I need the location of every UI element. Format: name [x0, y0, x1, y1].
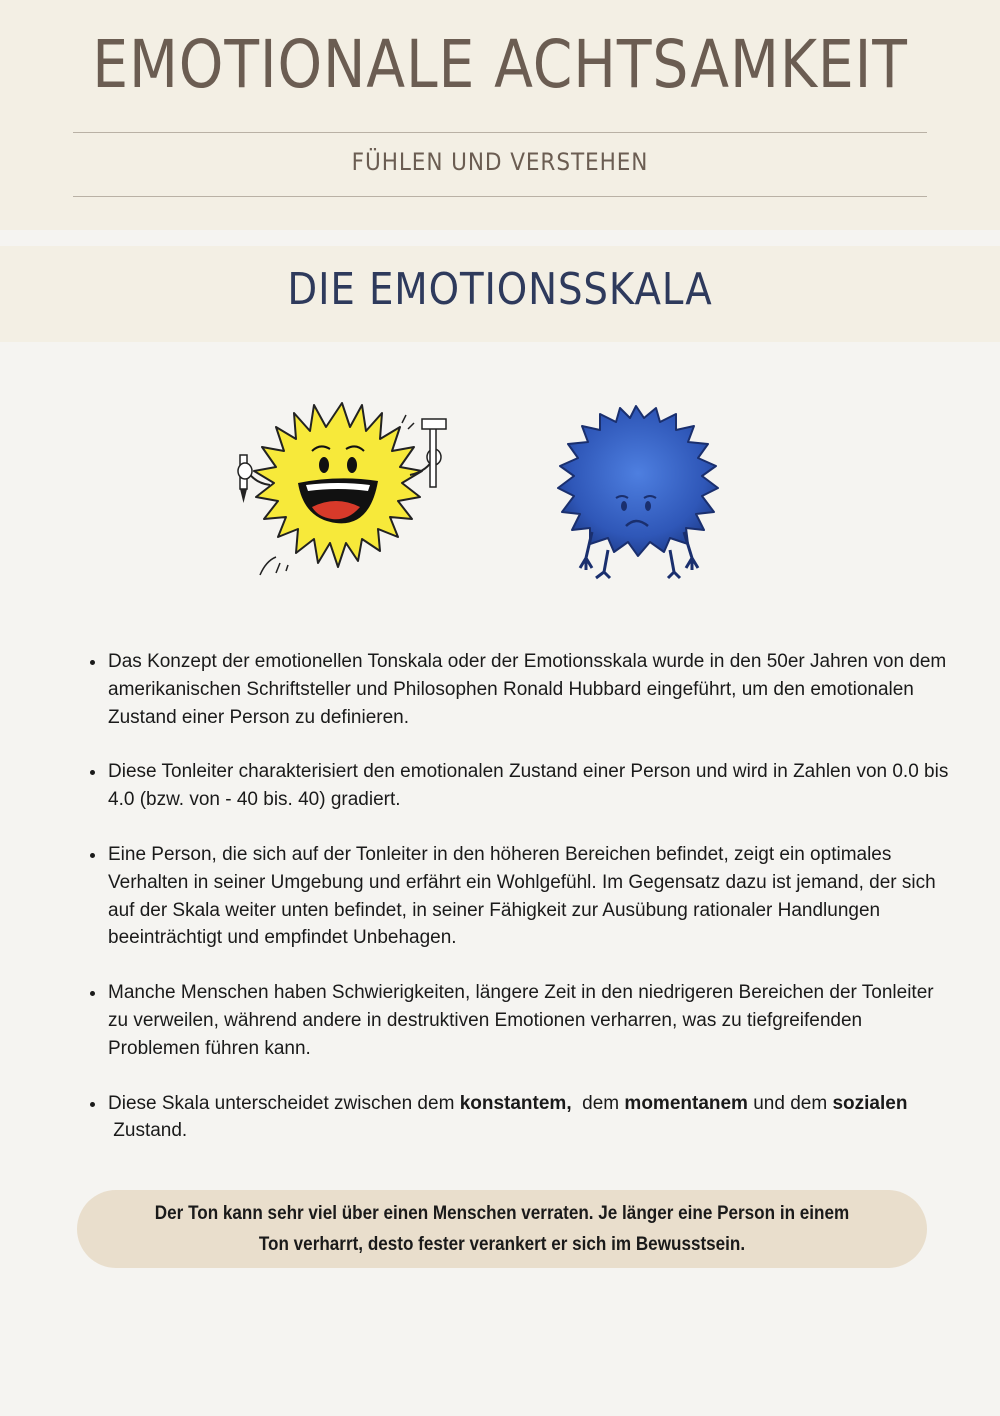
- quote-text: Der Ton kann sehr viel über einen Menschen verraten. Je länger eine Person in einem Ton verharrt, desto fester verankert er sich im Bewusstsein.: [154, 1203, 850, 1255]
- page-subtitle: FÜHLEN UND VERSTEHEN: [351, 148, 649, 176]
- sad-blue-creature-icon: [552, 402, 722, 580]
- list-item-text: Diese Skala unterscheidet zwischen dem: [108, 1092, 460, 1114]
- list-item: • Manche Menschen haben Schwierigkeiten, längere Zeit in den niedrigeren Bereichen der Tonleiter zu verweilen, während andere in destruktiven Emotionen verharren, was zu tiefgreifenden Problemen führen kann.: [107, 979, 957, 1062]
- list-item-text: und dem: [747, 1092, 833, 1114]
- list-item: [107, 1090, 957, 1146]
- list-item: • Das Konzept der emotionellen Tonskala oder der Emotionsskala wurde in den 50er Jahren von dem amerikanischen Schriftsteller und Philosophen Ronald Hubbard eingeführt, um den emotionalen Zustand einer Person zu definieren.: [107, 648, 957, 731]
- band-gap: [0, 230, 1000, 246]
- list-item-text: Zustand.: [108, 1120, 188, 1142]
- emphasis-konstantem: konstantem,: [459, 1092, 572, 1114]
- title-divider-top: [73, 132, 927, 133]
- page-title: EMOTIONALE ACHTSAMKEIT: [92, 26, 908, 103]
- title-divider-bottom: [73, 196, 927, 197]
- emphasis-momentanem: momentanem: [624, 1092, 748, 1114]
- emphasis-sozialen: sozialen: [832, 1092, 908, 1114]
- quote-box: [77, 1190, 927, 1268]
- happy-sun-icon: [232, 395, 452, 580]
- bullet-list: [77, 648, 957, 1172]
- list-item: • Eine Person, die sich auf der Tonleiter in den höheren Bereichen befindet, zeigt ein optimales Verhalten in seiner Umgebung und erfährt ein Wohlgefühl. Im Gegensatz dazu ist jemand, der sich auf der Skala weiter unten befindet, in seiner Fähigkeit zur Ausübung rationaler Handlungen beeinträchtigt und empfindet Unbehagen.: [107, 841, 957, 952]
- section-title: DIE EMOTIONSSKALA: [287, 264, 713, 315]
- list-item-text: dem: [571, 1092, 625, 1114]
- list-item: • Diese Tonleiter charakterisiert den emotionalen Zustand einer Person und wird in Zahlen von 0.0 bis 4.0 (bzw. von - 40 bis. 40) gradiert.: [107, 758, 957, 814]
